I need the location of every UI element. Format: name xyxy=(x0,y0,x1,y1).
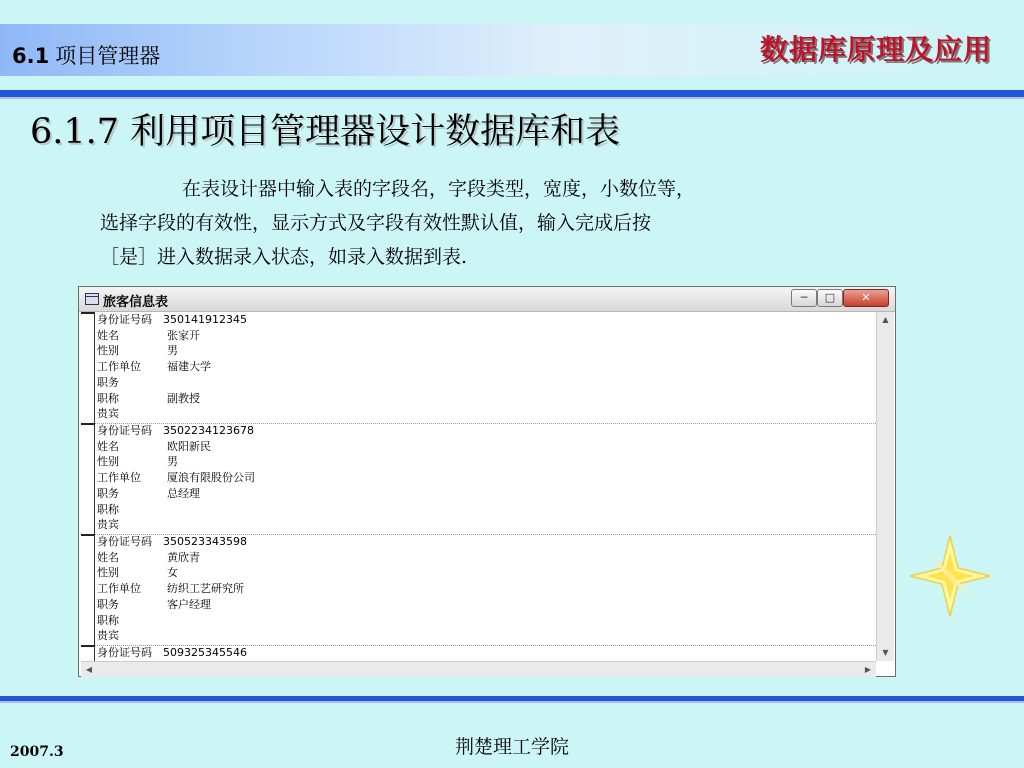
field-value[interactable]: 509325345546 xyxy=(163,646,247,659)
close-button[interactable]: ✕ xyxy=(843,289,889,307)
table-record[interactable] xyxy=(95,645,876,661)
field-label: 性别 xyxy=(97,566,119,580)
field-label: 身份证号码 xyxy=(97,646,152,659)
divider-top xyxy=(0,90,1024,97)
record-marker xyxy=(81,534,94,647)
vertical-scrollbar[interactable] xyxy=(876,312,894,661)
minimize-button[interactable]: ─ xyxy=(791,289,817,307)
divider-bottom-light xyxy=(0,701,1024,703)
field-value[interactable]: 女 xyxy=(167,566,178,580)
field-label: 职务 xyxy=(97,486,119,500)
section-label xyxy=(12,40,160,70)
field-label: 职称 xyxy=(97,502,119,516)
paragraph-line-2: 选择字段的有效性，显示方式及字段有效性默认值，输入完成后按 xyxy=(100,212,652,234)
field-label: 贵宾 xyxy=(97,518,119,532)
field-value[interactable]: 3502234123678 xyxy=(163,424,254,437)
field-value[interactable]: 男 xyxy=(167,455,178,469)
field-label: 贵宾 xyxy=(97,407,119,421)
field-label: 姓名 xyxy=(97,550,119,564)
table-record[interactable] xyxy=(95,312,876,424)
field-label: 性别 xyxy=(97,344,119,358)
field-value[interactable]: 客户经理 xyxy=(167,597,211,611)
table-icon xyxy=(85,293,99,305)
field-label: 工作单位 xyxy=(97,471,141,485)
field-label: 姓名 xyxy=(97,328,119,342)
scroll-right-icon[interactable]: ▶ xyxy=(864,665,872,674)
field-value[interactable]: 男 xyxy=(167,344,178,358)
window-title: 旅客信息表 xyxy=(103,295,169,310)
field-value[interactable]: 总经理 xyxy=(167,486,200,500)
field-label: 身份证号码 xyxy=(97,313,152,326)
field-label: 职务 xyxy=(97,597,119,611)
description-paragraph xyxy=(100,172,960,274)
paragraph-line-1: 在表设计器中输入表的字段名，字段类型，宽度，小数位等， xyxy=(182,178,696,200)
slide-title: 6.1.7 利用项目管理器设计数据库和表 xyxy=(30,112,621,152)
table-record[interactable] xyxy=(95,423,876,535)
record-marker xyxy=(81,645,94,661)
field-value[interactable]: 欧阳新民 xyxy=(167,439,211,453)
horizontal-scrollbar[interactable] xyxy=(81,661,876,677)
field-value[interactable]: 厦浪有限股份公司 xyxy=(167,471,255,485)
field-label: 职务 xyxy=(97,375,119,389)
course-title: 数据库原理及应用 xyxy=(759,33,992,66)
scroll-left-icon[interactable]: ◀ xyxy=(85,665,93,674)
sparkle-star-icon xyxy=(908,534,992,618)
scroll-down-icon[interactable]: ▼ xyxy=(882,648,889,657)
maximize-button[interactable]: □ xyxy=(817,289,843,307)
browse-window xyxy=(78,286,896,677)
section-name: 项目管理器 xyxy=(55,44,161,68)
field-value[interactable]: 黄欣青 xyxy=(167,550,200,564)
footer-school: 荆楚理工学院 xyxy=(454,736,569,758)
field-label: 身份证号码 xyxy=(97,535,152,548)
footer-date: 2007.3 xyxy=(10,744,64,760)
field-value[interactable]: 纺织工艺研究所 xyxy=(167,582,244,596)
field-label: 身份证号码 xyxy=(97,424,152,437)
window-titlebar[interactable] xyxy=(79,287,895,312)
record-marker xyxy=(81,423,94,536)
field-label: 职称 xyxy=(97,391,119,405)
section-number: 6.1 xyxy=(12,44,50,68)
field-label: 姓名 xyxy=(97,439,119,453)
field-value[interactable]: 张家开 xyxy=(167,328,200,342)
table-record[interactable] xyxy=(95,534,876,646)
paragraph-line-3: ［是］进入数据录入状态，如录入数据到表. xyxy=(100,246,468,268)
divider-top-light xyxy=(0,97,1024,99)
field-label: 贵宾 xyxy=(97,629,119,643)
field-label: 性别 xyxy=(97,455,119,469)
field-value[interactable]: 350523343598 xyxy=(163,535,247,548)
field-value[interactable]: 福建大学 xyxy=(167,360,211,374)
field-label: 职称 xyxy=(97,613,119,627)
record-list xyxy=(81,312,876,661)
field-value[interactable]: 副教授 xyxy=(167,391,200,405)
scroll-up-icon[interactable]: ▲ xyxy=(882,315,889,324)
field-label: 工作单位 xyxy=(97,582,141,596)
field-value[interactable]: 350141912345 xyxy=(163,313,247,326)
field-label: 工作单位 xyxy=(97,360,141,374)
record-marker xyxy=(81,312,94,425)
